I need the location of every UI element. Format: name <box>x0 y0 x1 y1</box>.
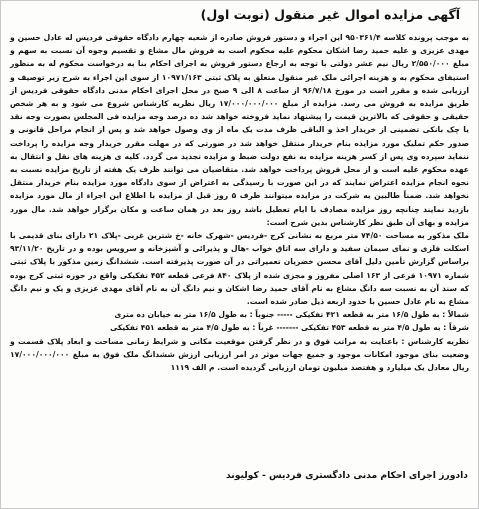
boundary-north-south: شمالاً : به طول ۱۶/۵ متر به قطعه ۴۲۱ تفکیکی ----- جنوباً : به طول ۱۶/۵ متر به خیابان ده متری <box>114 310 469 320</box>
notice-paragraph-3: نظریه کارشناس : باعنایت به مراتب فوق و در نظر گرفتن موقعیت مکانی و شرایط زمانی مساحت و ابعاد پلاک قسمت و وضعیت بنای موجود امکانات موجود و جمیع جهات موثر در امر ارزیابی ارزش ششدانگ ملک فوق به مبلغ ۱۷/۰۰۰/۰۰۰/۰۰۰ ریال معادل یک میلیارد و هفتصد میلیون تومان ارزیابی گردیده است. م الف ۱۱۱۹ <box>10 336 469 373</box>
notice-body <box>10 31 469 374</box>
notice-footer <box>10 469 468 483</box>
notice-title: آگهی مزایده اموال غیر منقول (نوبت اول) <box>200 7 460 22</box>
notice-paragraph-2: ملک مذکور به مساحت ۷۴/۵۰ متر مربع به نشانی کرج -فردیس -شهرک خانه -خ شترین غربی -پلاک ۲۱ دارای بنای قدیمی با اسکلت فلزی و نمای سیمان سفید و دارای سه اتاق خواب -هال و پذیرائی و آشپزخانه و سرویس بوده و در تاریخ ۹۳/۱۱/۲۰ براساس گزارش تأمین دلیل آقای محسن خضریان تعمیراتی در آن صورت پذیرفته است. ششدانگ زمین مذکور با پلاک ثبتی شماره ۱۰۹۷۱ فرعی از ۱۶۳ اصلی مفروز و مجزی شده از پلاک ۸۴۰ فرعی قطعه ۴۵۲ تفکیکی واقع در حوزه ثبتی کرج بوده که سند آن به نسبت سه دانگ مشاع به نام آقای حمید رضا اشکان و نیم دانگ آن به نام آقای مهدی عزیزی و یک و نیم دانگ مشاع به نام عادل حسین با حدود اربعه ذیل صادر شده است. <box>10 231 469 307</box>
notice-paragraph-1: به موجب پرونده کلاسه ۹۵۰۳۶۱/۴ این اجراء و دستور فروش صادره از شعبه چهارم دادگاه حقوقی فردیس له عادل حسین و مهدی عزیزی و علیه حمید رضا اشکان محکوم علیه محکوم است به فروش مال مشاع و تقسیم وجوه آن نسبت به سهم و مبلغ ۲/۵۵۰/۰۰۰ ریال نیم عشر دولتی با توجه به ارجاع دستور فروش به اجرای احکام بنا به درخواست محکوم له به منظور استیفای محکوم به و هزینه اجرائی ملک غیر منقول متعلق به پلاک ثبتی ۱۰۹۷۱/۱۶۳ از سوی این اجراء به شرح زیر توصیف و ارزیابی شده و مقرر است در مورخ ۹۶/۷/۱۸ از ساعت ۸ الی ۹ صبح در محل اجرای احکام مدنی دادگاه حقوقی فردیس از طریق مزایده به فروش می رسد. مزایده از مبلغ ۱۷/۰۰۰/۰۰۰/۰۰۰ ریال نظریه کارشناس شروع می شود و به هر شخص حقیقی و حقوقی که بالاترین قیمت را پیشنهاد نماید فروخته خواهد شد ده درصد وجه مزایده فی المجلس بصورت وجه نقد یا چک بانکی تضمینی از خریدار اخذ و الباقی ظرف مدت یک ماه از وی وصول خواهد شد و پس از انجام مراحل قانونی و صدور حکم تملیک مورد مزایده بنام خریدار منتقل خواهد شد در صورتی که در مهلت مقرر خریدار وجه مزایده را پرداخت ننماید سپرده وی پس از کسر هزینه مزایده به نفع دولت ضبط و مزایده تجدید می گردد. کلیه ی هزینه های نقل و انتقال به عهده محکوم علیه است و از محل فروش پرداخت خواهد شد. متقاضیان می توانند ظرف یک هفته از تاریخ مزایده نسبت به نحوه انجام مزایده اعتراض نمایند که در این صورت با رسیدگی به اعتراض از سوی دادگاه مورد مزایده بنام خریدار منتقل نخواهد شد. ضمناً طالبین به شرکت در مزایده میتوانند ظرف ۵ روز قبل از مزایده با اطلاع این اجراء از مال مورد مزایده بازدید نمایند چنانچه روز مزایده مصادف با ایام تعطیل باشد روز بعد در همان ساعت و مکان برگزار خواهد شد. مال مورد مزایده و بهای آن طبق نظر کارشناس بدین شرح است: <box>10 33 470 227</box>
signature-line: دادورز اجرای احکام مدنی دادگستری فردیس - کولیوند <box>225 470 468 481</box>
boundary-east-west: شرقاً : به طول ۴/۵ متر به قطعه ۴۵۳ تفکیکی ------- غرباً : به طول ۴/۵ متر به قطعه ۴۵۱ تفکیکی <box>110 323 469 333</box>
